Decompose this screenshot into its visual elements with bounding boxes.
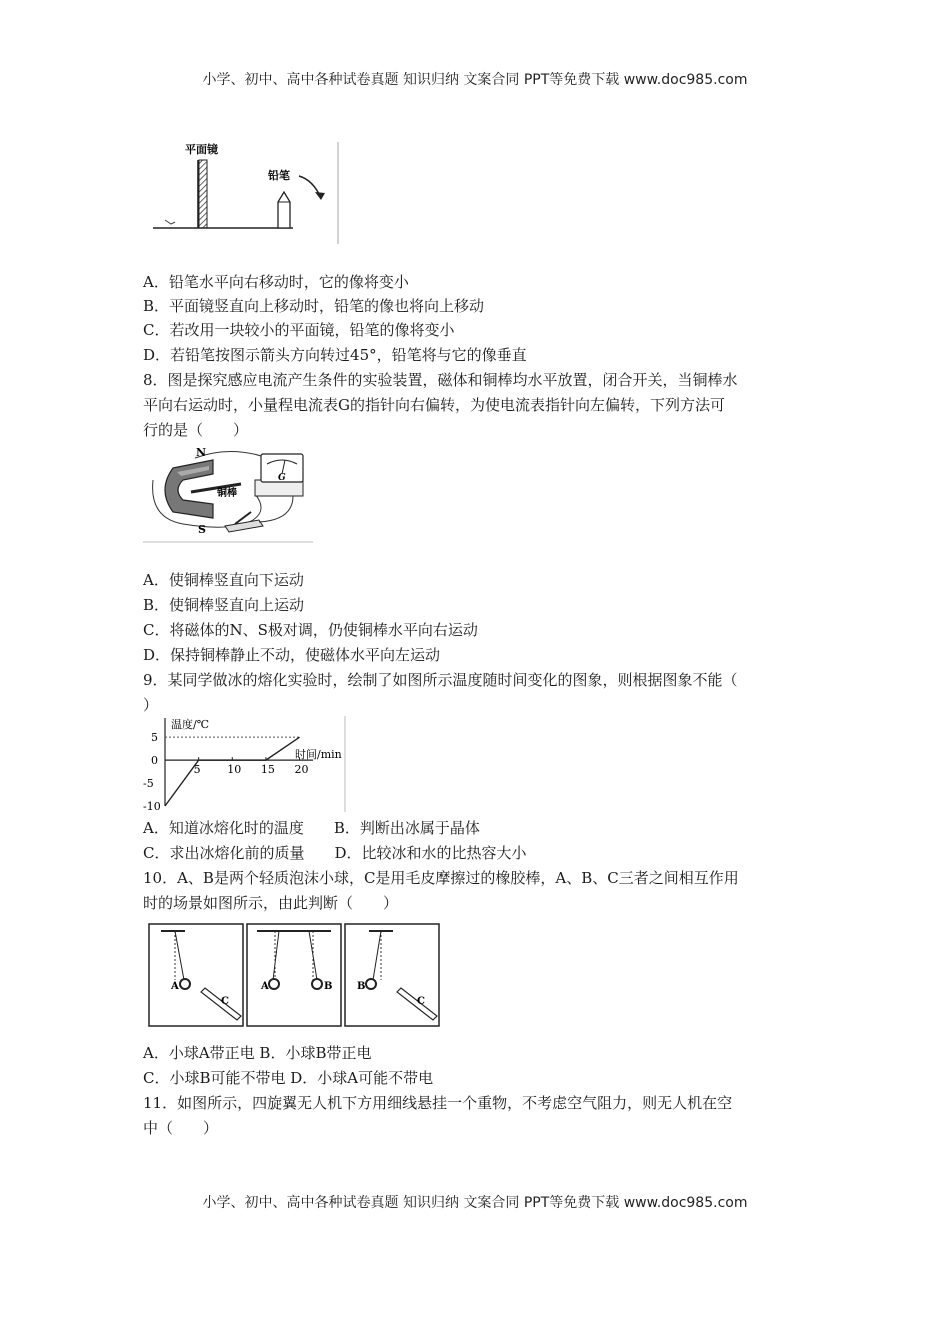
panel-2 xyxy=(247,924,341,1026)
ball-b xyxy=(312,979,322,989)
q7-option-b: B．平面镜竖直向上移动时，铅笔的像也将向上移动 xyxy=(143,297,485,315)
q10-options-line-2: C．小球B可能不带电 D．小球A可能不带电 xyxy=(143,1069,434,1087)
svg-text:A: A xyxy=(261,981,269,992)
q8-option-a: A．使铜棒竖直向下运动 xyxy=(143,571,304,589)
q10-charge-figure xyxy=(147,922,443,1028)
pencil-label: 铅笔 xyxy=(268,169,290,182)
svg-text:B: B xyxy=(324,981,333,992)
x-tick-label: 20 xyxy=(294,763,309,777)
q7-option-a: A．铅笔水平向右移动时，它的像将变小 xyxy=(143,273,409,291)
y-tick-label: -5 xyxy=(143,777,154,791)
q11-stem-line-1: 11．如图所示，四旋翼无人机下方用细线悬挂一个重物，不考虑空气阻力，则无人机在空 xyxy=(143,1094,733,1112)
q10-options-line-1: A．小球A带正电 B．小球B带正电 xyxy=(143,1044,372,1062)
page-header: 小学、初中、高中各种试卷真题 知识归纳 文案合同 PPT等免费下载 www.doc985.com xyxy=(202,72,748,88)
y-tick-label: -10 xyxy=(143,800,161,813)
meter-label: G xyxy=(278,473,286,483)
q7-option-c: C．若改用一块较小的平面镜，铅笔的像将变小 xyxy=(143,321,455,339)
q10-stem-line-2: 时的场景如图所示，由此判断（ ） xyxy=(143,894,399,912)
x-tick-label: 15 xyxy=(260,763,275,777)
north-pole-label: N xyxy=(196,446,207,459)
y-tick-label: 5 xyxy=(151,731,158,745)
ball-a xyxy=(269,979,279,989)
svg-text:C: C xyxy=(221,996,229,1007)
q7-mirror-figure xyxy=(143,140,343,246)
q9-stem-line-2: ） xyxy=(143,696,159,714)
q8-option-c: C．将磁体的N、S极对调，仍使铜棒水平向右运动 xyxy=(143,621,478,639)
svg-text:C: C xyxy=(417,996,425,1007)
plane-mirror xyxy=(199,160,207,228)
pencil xyxy=(278,192,290,228)
rod-label: 铜棒 xyxy=(217,488,237,499)
q8-induction-figure xyxy=(143,440,315,544)
page-footer: 小学、初中、高中各种试卷真题 知识归纳 文案合同 PPT等免费下载 www.doc985.com xyxy=(202,1195,748,1211)
q11-stem-line-2: 中（ ） xyxy=(143,1119,219,1137)
ball-a xyxy=(180,979,190,989)
ball-b xyxy=(366,979,376,989)
q9-options-line-1: A．知道冰熔化时的温度 B．判断出冰属于晶体 xyxy=(143,819,480,837)
q8-stem-line-3: 行的是（ ） xyxy=(143,421,249,439)
svg-text:B: B xyxy=(357,981,366,992)
q8-stem-line-1: 8．图是探究感应电流产生条件的实验装置，磁体和铜棒均水平放置，闭合开关，当铜棒水 xyxy=(143,371,738,389)
svg-text:A: A xyxy=(171,981,179,992)
q9-stem-line-1: 9．某同学做冰的熔化实验时，绘制了如图所示温度随时间变化的图象，则根据图象不能（ xyxy=(143,671,738,689)
q7-option-d: D．若铅笔按图示箭头方向转过45°，铅笔将与它的像垂直 xyxy=(143,346,527,364)
q8-option-b: B．使铜棒竖直向上运动 xyxy=(143,596,305,614)
south-pole-label: S xyxy=(198,523,206,536)
q8-option-d: D．保持铜棒静止不动，使磁体水平向左运动 xyxy=(143,646,441,664)
q8-stem-line-2: 平向右运动时，小量程电流表G的指针向右偏转，为使电流表指针向左偏转，下列方法可 xyxy=(143,396,725,414)
switch-base xyxy=(225,520,263,532)
x-tick-label: 5 xyxy=(193,763,201,777)
q9-melting-chart xyxy=(143,714,349,814)
y-tick-label: 0 xyxy=(151,754,158,768)
mirror-label: 平面镜 xyxy=(185,143,218,156)
q10-stem-line-1: 10．A、B是两个轻质泡沫小球，C是用毛皮摩擦过的橡胶棒，A、B、C三者之间相互作用 xyxy=(143,869,739,887)
y-axis-label: 温度/℃ xyxy=(171,718,210,731)
q9-options-line-2: C．求出冰熔化前的质量 D．比较冰和水的比热容大小 xyxy=(143,844,527,862)
x-tick-label: 10 xyxy=(227,763,242,777)
x-axis-label: 时间/min xyxy=(295,748,342,761)
